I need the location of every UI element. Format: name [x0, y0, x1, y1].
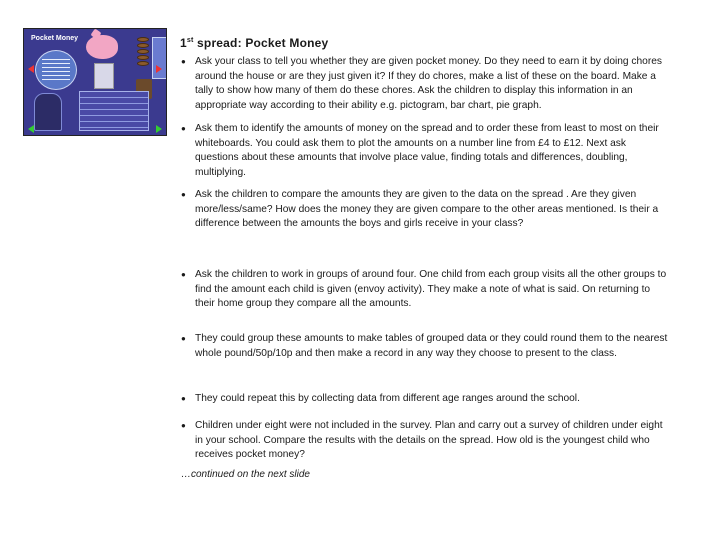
coin-stack-icon [137, 37, 149, 73]
list-item: ● Ask the children to work in groups of around four. One child from each group visits all the other groups to find the amount each child is given (envoy activity). They make a note of what is said. On returning to their home group they compare all the amounts. [181, 268, 669, 332]
arrow-icon [28, 65, 34, 73]
continued-note: …continued on the next slide [181, 469, 310, 480]
thumbnail-text-bubble [35, 50, 77, 90]
pig-icon [86, 35, 118, 59]
arrow-icon [156, 65, 162, 73]
list-item: ● Children under eight were not included in the survey. Plan and carry out a survey of children under eight in your school. Compare the results with the details on the spread. How old is the youngest child who receives pocket money? [181, 419, 669, 463]
title-ordinal: 1 [180, 36, 187, 50]
list-item: ● Ask them to identify the amounts of money on the spread and to order these from least to most on their whiteboards. You could ask them to plot the amounts on a number line from £4 to £12. Next ask questions about these amounts that involve place value, finding totals and differences, doubling, multiplying. [181, 122, 669, 188]
thumbnail-table [79, 91, 149, 131]
arrow-icon [28, 125, 34, 133]
title-text: spread: Pocket Money [193, 36, 329, 50]
list-item: ● They could group these amounts to make tables of grouped data or they could round them to the nearest whole pound/50p/10p and then make a record in any way they choose to present to the class. [181, 332, 669, 392]
page-title [180, 36, 328, 50]
activity-list [181, 55, 669, 463]
thumbnail-child-figure [34, 93, 62, 131]
list-item: ● They could repeat this by collecting data from different age ranges around the school. [181, 392, 669, 419]
list-item: ● Ask your class to tell you whether they are given pocket money. Do they need to earn it by doing chores around the house or are they just given it? If they do chores, make a list of these on the board. Make a tally to show how many of them do these chores. Ask the children to display this information in an appropriate way according to their ability e.g. pictogram, bar chart, pie graph. [181, 55, 669, 122]
thumbnail-photo [94, 63, 114, 89]
thumbnail-title: Pocket Money [31, 35, 79, 42]
spread-thumbnail [23, 28, 167, 136]
list-item: ● Ask the children to compare the amounts they are given to the data on the spread . Are they given more/less/same? How does the money they are given compare to the other areas mentioned. Is their a difference between the amounts the boys and girls receive in your class? [181, 188, 669, 268]
arrow-icon [156, 125, 162, 133]
title-suffix: st [186, 37, 194, 44]
